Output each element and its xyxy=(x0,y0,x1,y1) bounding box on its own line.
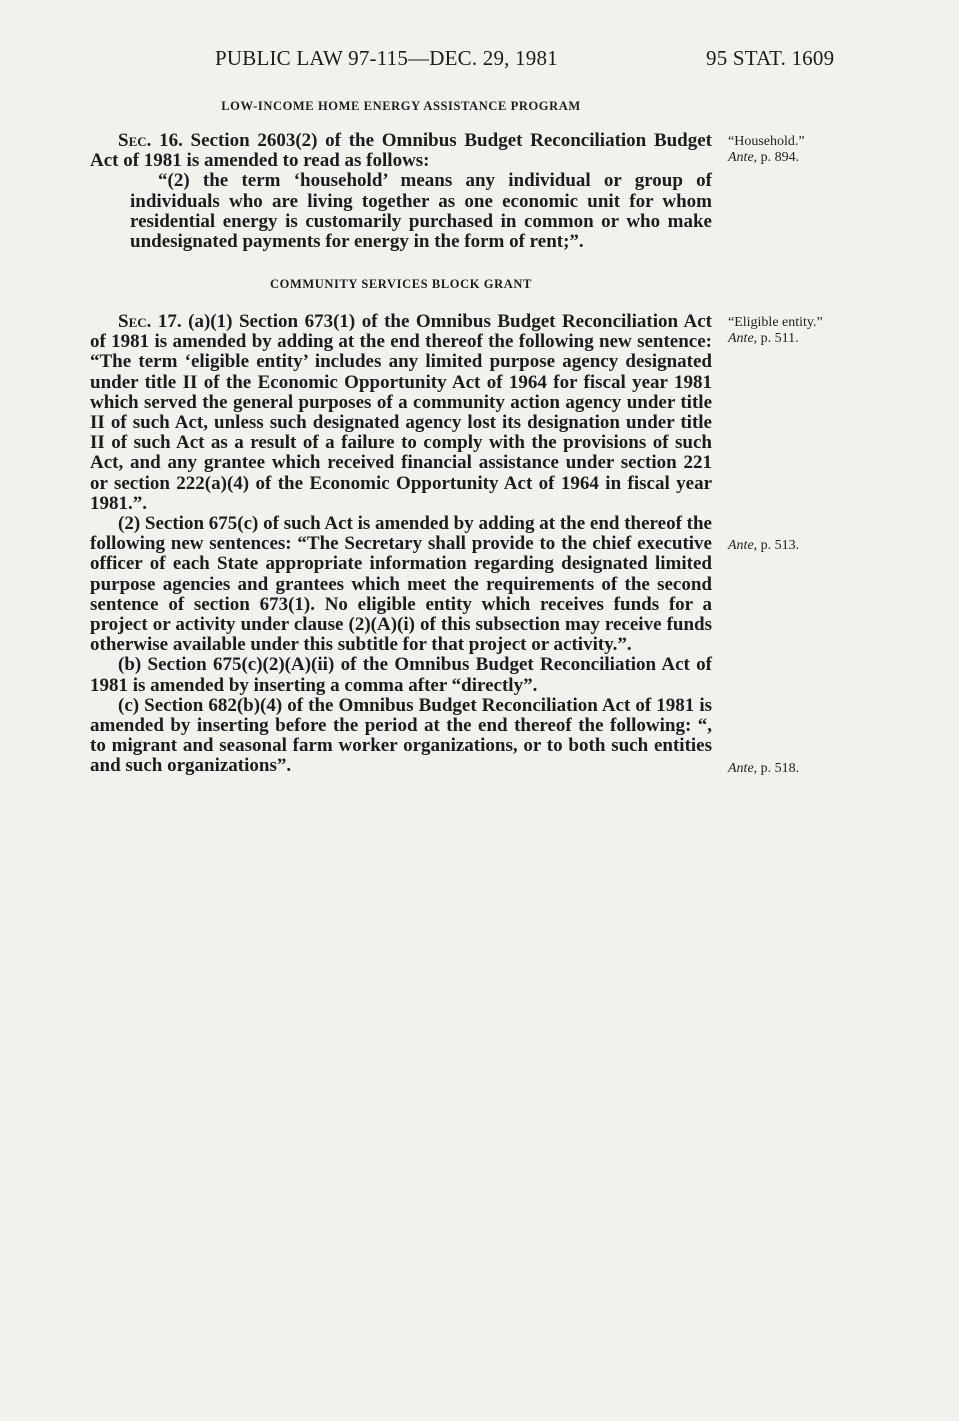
section-16-intro xyxy=(90,131,712,171)
section-17-block xyxy=(90,312,712,777)
margin-note-household-ref: Ante, p. 894. xyxy=(728,150,800,165)
section-16-label: Sec. 16. xyxy=(118,130,183,151)
section-16-quote: “(2) the term ‘household’ means any individual or group of individuals who are living together as one economic unit for whom residential energy is customarily purchased in common or who make undesignated payments for energy in the form of rent;”. xyxy=(130,170,712,253)
section-heading-liheap: LOW-INCOME HOME ENERGY ASSISTANCE PROGRAM xyxy=(221,99,581,113)
margin-note-eligible-term: “Eligible entity.” xyxy=(728,315,823,330)
running-header-page: 95 STAT. 1609 xyxy=(706,46,835,70)
margin-note-eligible-ref: Ante, p. 511. xyxy=(728,331,799,346)
section-17-a2: (2) Section 675(c) of such Act is amended by adding at the end thereof the following new sentences: “The Secretary shall provide to the chief executive officer of each State appropriate information regarding designated limited purpose agencies and grantees which meet the requirements of the second sentence of section 673(1). No eligible entity which receives funds for a project or activity under clause (2)(A)(i) of this subsection may receive funds otherwise available under this subtitle for that project or activity.”. xyxy=(90,513,712,656)
margin-note-household-term: “Household.” xyxy=(728,134,805,149)
section-16-intro-text: Section 2603(2) of the Omnibus Budget Reconciliation Budget Act of 1981 is amended to read as follows: xyxy=(90,130,713,172)
margin-note-a2-ref: Ante, p. 513. xyxy=(728,538,800,553)
section-heading-csbg: COMMUNITY SERVICES BLOCK GRANT xyxy=(270,277,532,291)
section-16-block xyxy=(90,131,712,252)
section-17-a1-text: (a)(1) Section 673(1) of the Omnibus Budget Reconciliation Act of 1981 is amended by adding at the end thereof the following new sentence: “The term ‘eligible entity’ includes any limited purpose agency designated under title II of the Economic Opportunity Act of 1964 for fiscal year 1981 which served the general purposes of a community action agency under title II of such Act, unless such designated agency lost its designation under title II of such Act as a result of a failure to comply with the provisions of such Act, and any grantee which received financial assistance under section 221 or section 222(a)(4) of the Economic Opportunity Act of 1964 in fiscal year 1981.”. xyxy=(90,311,712,514)
section-17-b: (b) Section 675(c)(2)(A)(ii) of the Omnibus Budget Reconciliation Act of 1981 is amended by inserting a comma after “directly”. xyxy=(90,654,712,696)
margin-note-c-ref: Ante, p. 518. xyxy=(728,761,800,776)
section-17-label: Sec. 17. xyxy=(118,311,182,332)
running-header-title: PUBLIC LAW 97-115—DEC. 29, 1981 xyxy=(215,46,558,70)
section-17-a1 xyxy=(90,312,712,514)
margin-note-household xyxy=(728,134,805,166)
margin-note-eligible-entity xyxy=(728,315,823,347)
section-17-c: (c) Section 682(b)(4) of the Omnibus Budget Reconciliation Act of 1981 is amended by inserting before the period at the end thereof the following: “, to migrant and seasonal farm worker organizations, or to both such entities and such organizations”. xyxy=(90,694,712,777)
